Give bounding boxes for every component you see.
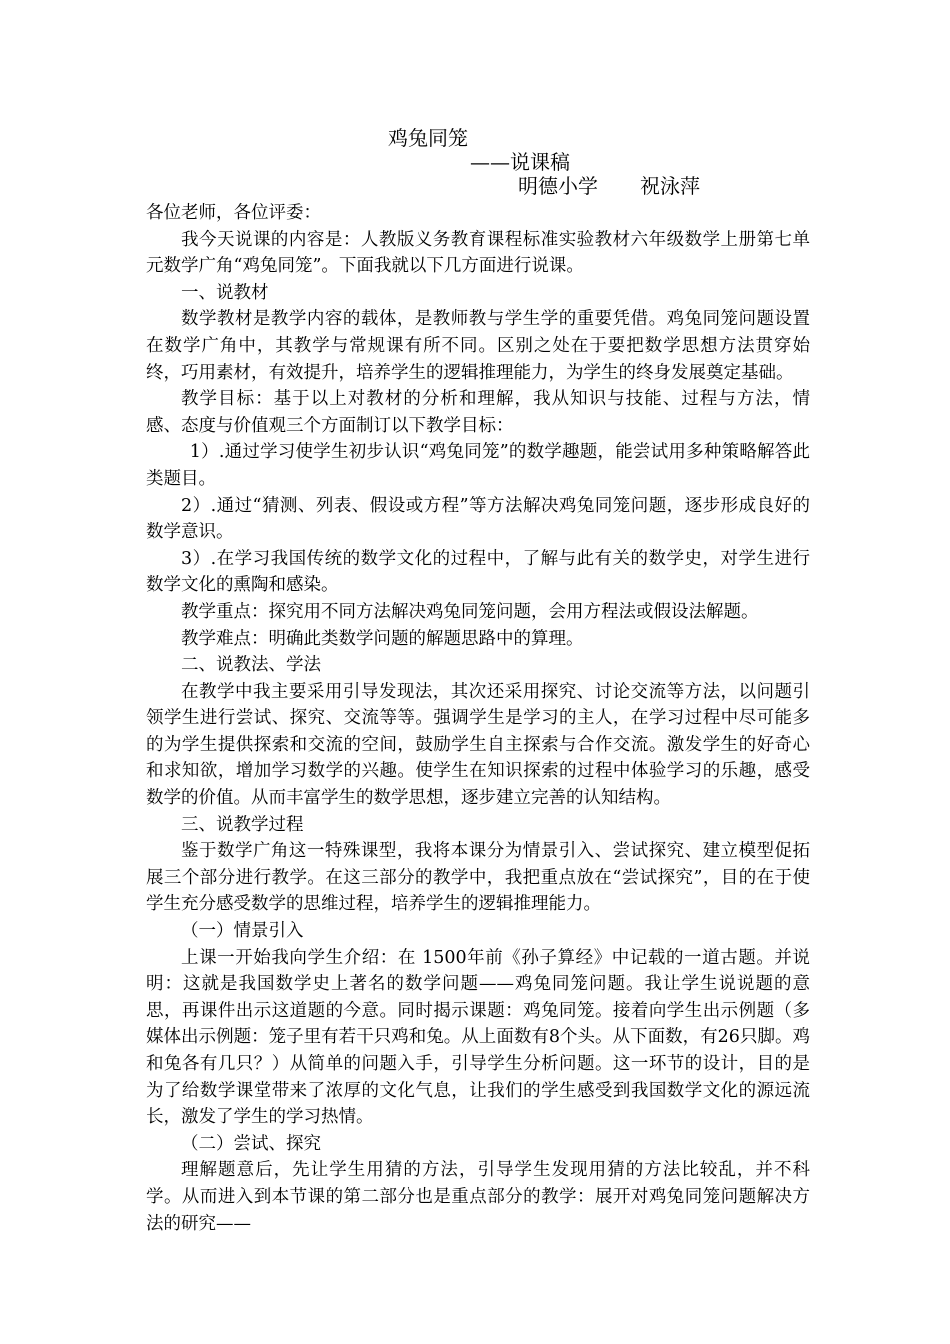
intro-scene-paragraph: 上课一开始我向学生介绍：在 1500年前《孙子算经》中记载的一道古题。并说明：这就是我国数学史上著名的数学问题——鸡兔同笼问题。我让学生说说题的意思，再课件出示这道题的今意。同时揭示课题：鸡兔同笼。接着向学生出示例题（多媒体出示例题：笼子里有若干只鸡和兔。从上面数有8个头。从下面数，有26只脚。鸡和兔各有几只？）从简单的问题入手，引导学生分析问题。这一环节的设计，目的是为了给数学课堂带来了浓厚的文化气息，让我们的学生感受到我国数学文化的源远流长，激发了学生的学习热情。 <box>146 947 810 1128</box>
subsection-heading-intro: （一）情景引入 <box>181 921 304 942</box>
salutation: 各位老师，各位评委： <box>146 203 321 223</box>
author-line <box>518 173 700 199</box>
document-title: 鸡兔同笼 <box>388 126 468 150</box>
author-name: 祝泳萍 <box>640 174 700 198</box>
document-body <box>146 200 810 1237</box>
goal-item-3: 3）.在学习我国传统的数学文化的过程中，了解与此有关的数学史，对学生进行数学文化的熏陶和感染。 <box>146 548 810 596</box>
difficulty-paragraph: 教学难点：明确此类数学问题的解题思路中的算理。 <box>181 628 584 649</box>
subsection-heading-explore: （二）尝试、探究 <box>181 1133 321 1154</box>
intro-paragraph: 我今天说课的内容是：人教版义务教育课程标准实验教材六年级数学上册第七单元数学广角“鸡兔同笼”。下面我就以下几方面进行说课。 <box>146 229 810 277</box>
textbook-paragraph: 数学教材是教学内容的载体，是教师教与学生学的重要凭借。鸡兔同笼问题设置在数学广角中，其教学与常规课有所不同。区别之处在于要把数学思想方法贯穿始终，巧用素材，有效提升，培养学生的逻辑推理能力，为学生的终身发展奠定基础。 <box>146 309 810 383</box>
section-heading-methods: 二、说教法、学法 <box>181 655 321 676</box>
methods-paragraph: 在教学中我主要采用引导发现法，其次还采用探究、讨论交流等方法，以问题引领学生进行尝试、探究、交流等等。强调学生是学习的主人，在学习过程中尽可能多的为学生提供探索和交流的空间，鼓励学生自主探索与合作交流。激发学生的好奇心和求知欲，增加学习数学的兴趣。使学生在知识探索的过程中体验学习的乐趣，感受数学的价值。从而丰富学生的数学思想，逐步建立完善的认知结构。 <box>146 681 810 809</box>
school-name: 明德小学 <box>518 174 598 198</box>
process-paragraph: 鉴于数学广角这一特殊课型，我将本课分为情景引入、尝试探究、建立模型促拓展三个部分进行教学。在这三部分的教学中，我把重点放在“尝试探究”，目的在于使学生充分感受数学的思维过程，培养学生的逻辑推理能力。 <box>146 841 810 915</box>
explore-paragraph: 理解题意后，先让学生用猜的方法，引导学生发现用猜的方法比较乱，并不科学。从而进入到本节课的第二部分也是重点部分的教学：展开对鸡兔同笼问题解决方法的研究—— <box>146 1160 810 1234</box>
goal-item-2: 2）.通过“猜测、列表、假设或方程”等方法解决鸡兔同笼问题，逐步形成良好的数学意识。 <box>146 495 810 543</box>
document-subtitle: ——说课稿 <box>470 150 570 174</box>
section-heading-process: 三、说教学过程 <box>181 814 304 835</box>
teaching-goals-paragraph: 教学目标：基于以上对教材的分析和理解，我从知识与技能、过程与方法，情感、态度与价值观三个方面制订以下教学目标： <box>146 389 810 436</box>
key-point-paragraph: 教学重点：探究用不同方法解决鸡兔同笼问题，会用方程法或假设法解题。 <box>181 601 759 622</box>
section-heading-textbook: 一、说教材 <box>181 282 269 303</box>
goal-item-1: 1）.通过学习使学生初步认识“鸡兔同笼”的数学趣题，能尝试用多种策略解答此类题目。 <box>146 442 810 489</box>
